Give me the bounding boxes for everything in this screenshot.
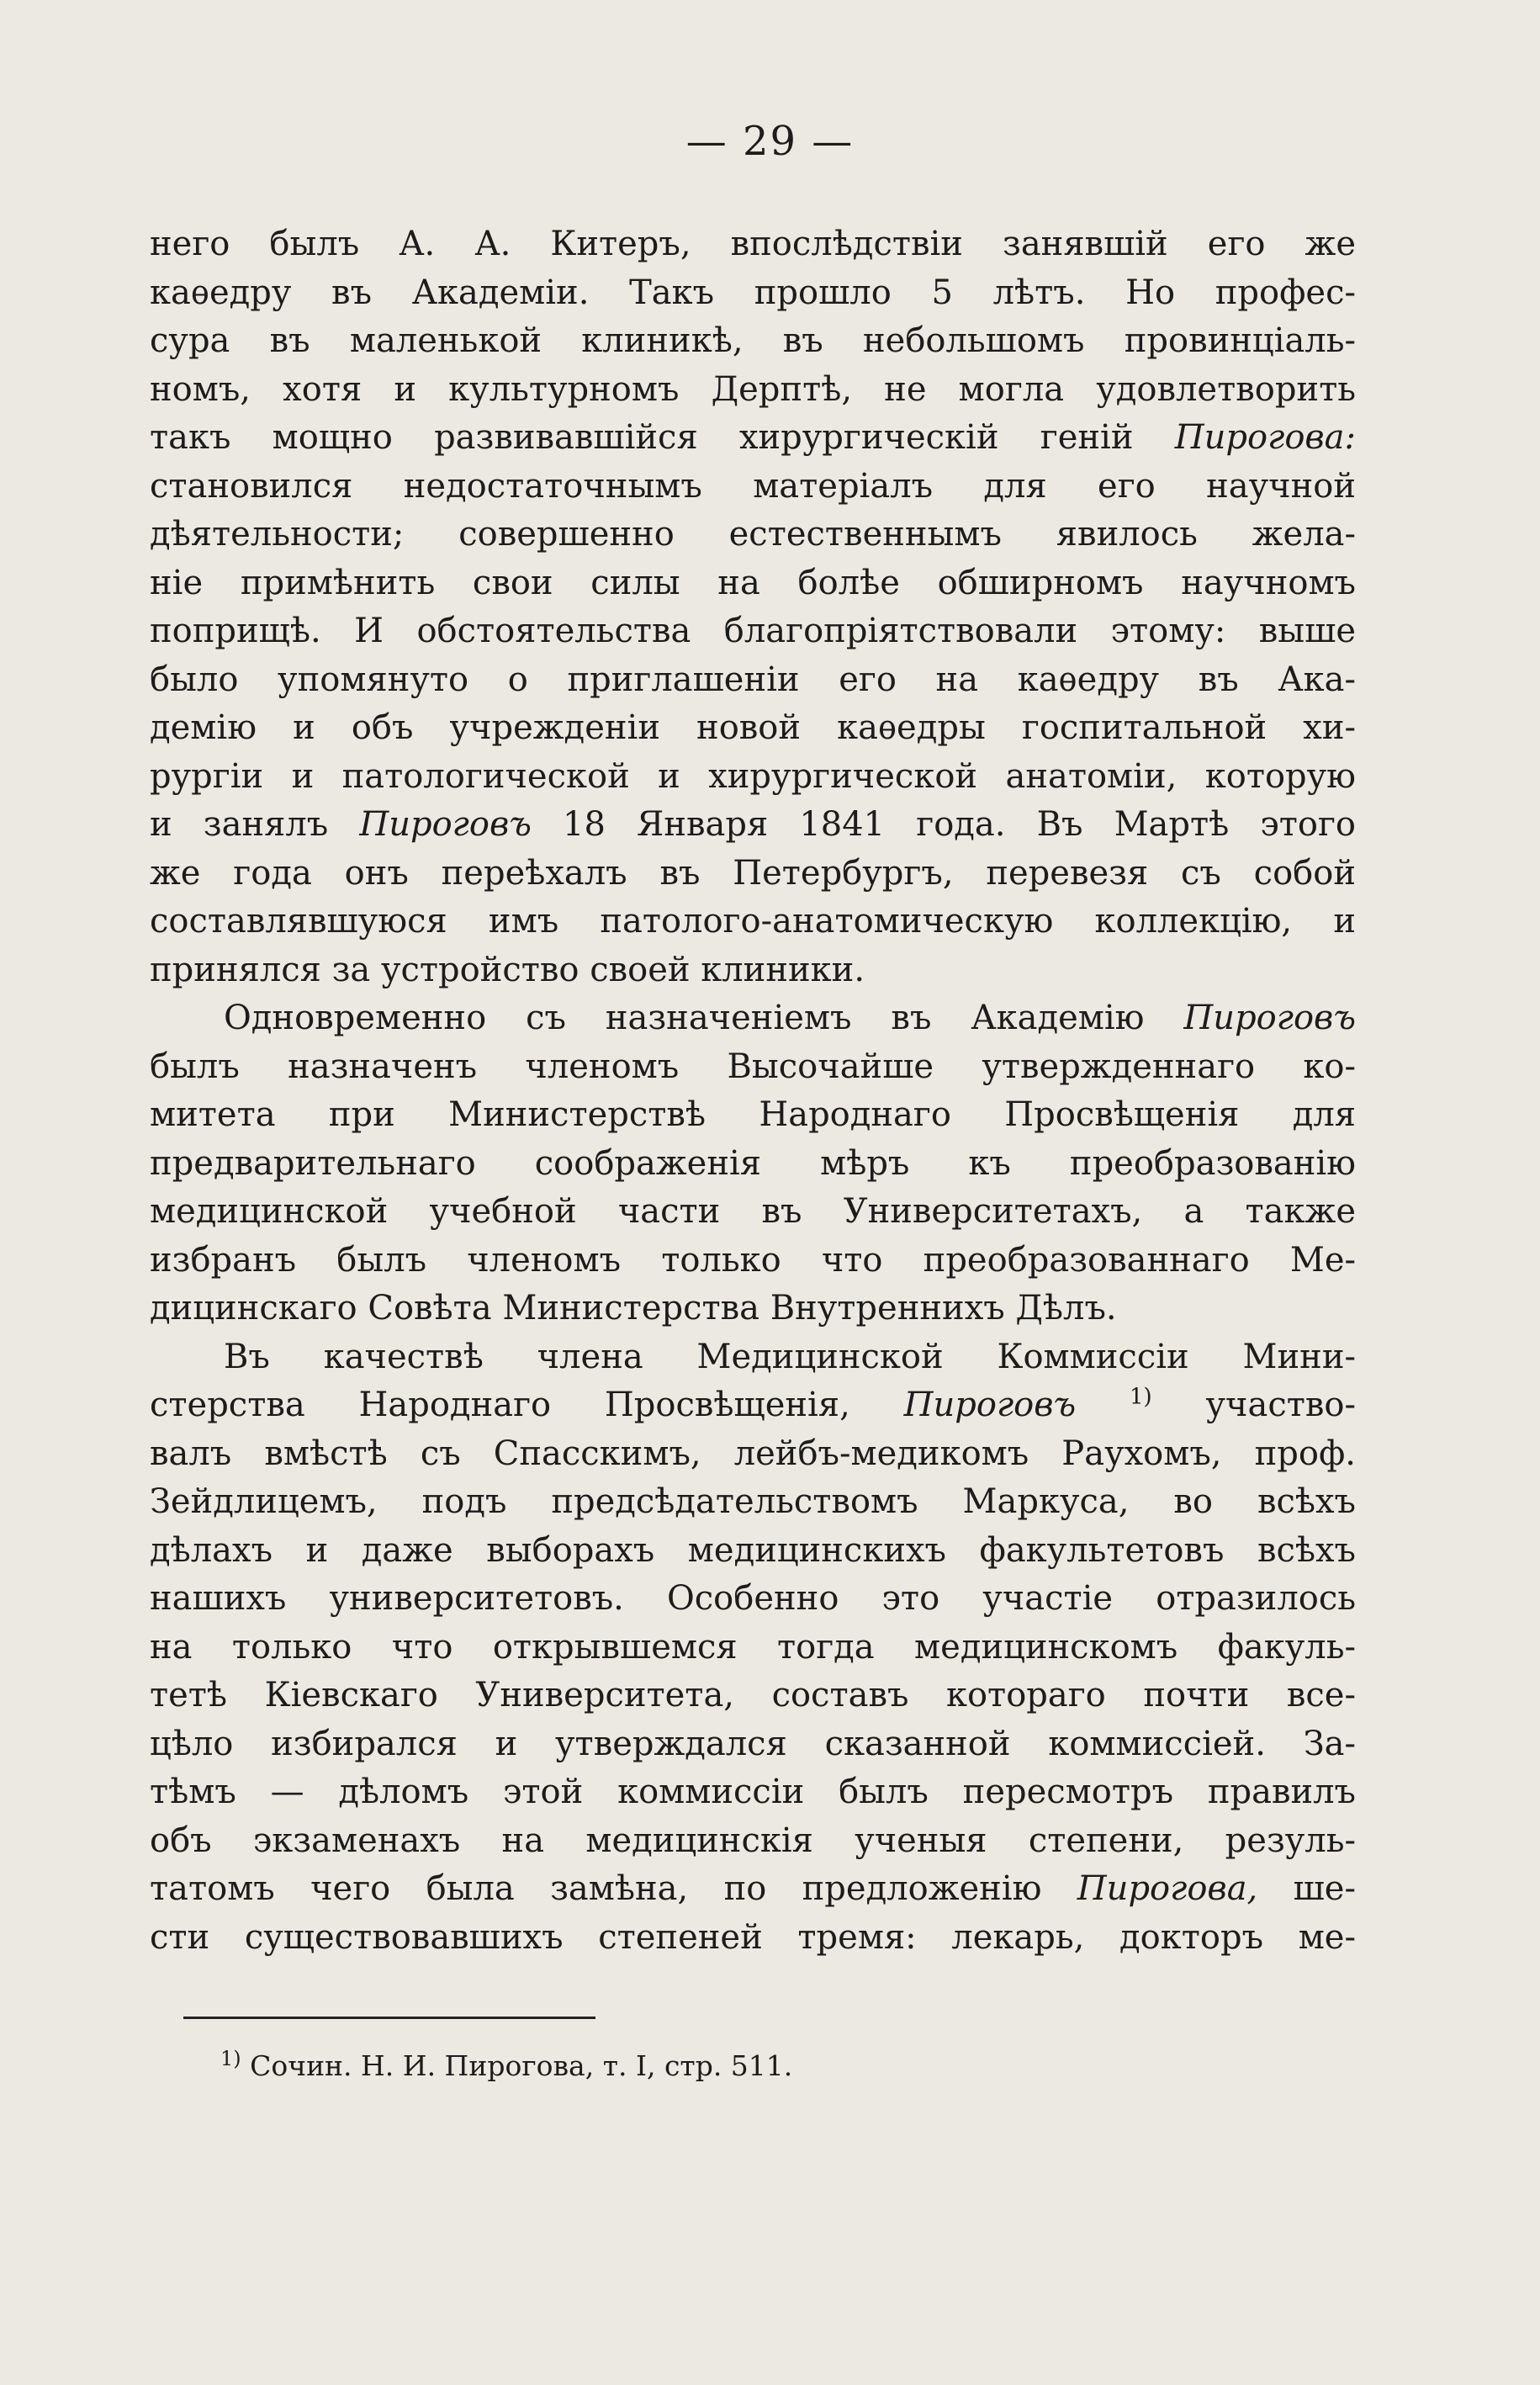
footnote-reference: 1) <box>1130 1384 1152 1410</box>
text-line <box>150 366 1356 415</box>
text-line <box>150 1527 1356 1576</box>
text-line <box>150 1914 1356 1963</box>
text-run: дѣятельности; совершенно естественнымъ явилось жела- <box>150 515 1356 554</box>
text-run: 18 Января 1841 года. Въ Мартѣ этого <box>531 805 1356 844</box>
text-run: тетѣ Кіевскаго Университета, составъ котораго почти все- <box>150 1676 1356 1715</box>
text-run: номъ, хотя и культурномъ Дерптѣ, не могла удовлетворить <box>150 369 1356 409</box>
text-run: валъ вмѣстѣ съ Спасскимъ, лейбъ-медикомъ Раухомъ, проф. <box>150 1434 1356 1473</box>
text-run: Одновременно съ назначеніемъ въ Академію <box>224 999 1184 1037</box>
text-line <box>150 463 1356 511</box>
text-line <box>150 850 1356 898</box>
main-text <box>150 220 1356 1962</box>
text-line <box>150 1720 1356 1769</box>
text-line <box>150 317 1356 366</box>
text-line <box>150 1091 1356 1140</box>
text-run: ше- <box>1257 1869 1356 1908</box>
text-line <box>150 511 1356 559</box>
text-line <box>150 1381 1356 1430</box>
text-line <box>150 1237 1356 1285</box>
text-run: ніе примѣнить свои силы на болѣе обширномъ научномъ <box>150 563 1356 602</box>
footnote-text: Сочин. Н. И. Пирогова, т. I, стр. 511. <box>241 2049 793 2082</box>
paragraph <box>150 1333 1356 1963</box>
text-run: рургіи и патологической и хирургической анатоміи, которую <box>150 756 1356 796</box>
text-line <box>150 1140 1356 1189</box>
text-run: дицинскаго Совѣта Министерства Внутреннихъ Дѣлъ. <box>150 1289 1117 1328</box>
text-run: на только что открывшемся тогда медицинскомъ факуль- <box>150 1627 1356 1667</box>
text-run: Въ качествѣ члена Медицинской Коммиссіи Мини- <box>224 1337 1356 1376</box>
text-line <box>150 559 1356 608</box>
text-line <box>150 898 1356 946</box>
text-run <box>1076 1386 1130 1424</box>
text-run: дѣлахъ и даже выборахъ медицинскихъ факультетовъ всѣхъ <box>150 1530 1356 1570</box>
italic-name: Пироговъ <box>359 805 532 844</box>
text-line <box>150 1672 1356 1720</box>
italic-name: Пирогова: <box>1174 418 1356 457</box>
footnote-mark: 1) <box>220 2047 241 2070</box>
text-line <box>150 269 1356 318</box>
text-run: сура въ маленькой клиникѣ, въ небольшомъ провинціаль- <box>150 321 1356 360</box>
text-run: принялся за устройство своей клиники. <box>150 950 865 989</box>
text-run: избранъ былъ членомъ только что преобразованнаго Ме- <box>150 1240 1356 1280</box>
text-line <box>150 753 1356 802</box>
text-run: было упомянуто о приглашеніи его на каѳедру въ Ака- <box>150 660 1356 699</box>
page-number: — 29 — <box>685 118 855 165</box>
text-run: демію и объ учрежденіи новой каѳедры госпитальной хи- <box>150 708 1356 747</box>
text-run: и занялъ <box>150 805 360 844</box>
text-line <box>150 414 1356 463</box>
paragraph <box>150 994 1356 1333</box>
text-run: же года онъ переѣхалъ въ Петербургъ, перевезя съ собой <box>150 853 1356 893</box>
text-line <box>150 607 1356 656</box>
text-line <box>150 1865 1356 1914</box>
text-line <box>150 994 1356 1043</box>
text-run: него былъ А. А. Китеръ, впослѣдствіи занявшій его же <box>150 225 1356 263</box>
footnote <box>220 2049 792 2082</box>
text-run: митета при Министерствѣ Народнаго Просвѣщенія для <box>150 1095 1356 1134</box>
text-line <box>150 1817 1356 1866</box>
text-line <box>150 1575 1356 1624</box>
text-run: участво- <box>1151 1386 1356 1424</box>
text-run: предварительнаго соображенія мѣръ къ преобразованію <box>150 1143 1356 1183</box>
text-run: объ экзаменахъ на медицинскія ученыя степени, резуль- <box>150 1821 1356 1860</box>
text-run: составлявшуюся имъ патолого-анатомическую коллекцію, и <box>150 902 1356 941</box>
text-run: нашихъ университетовъ. Особенно это участіе отразилось <box>150 1579 1356 1618</box>
italic-name: Пироговъ <box>1183 999 1356 1037</box>
text-run: поприщѣ. И обстоятельства благопріятствовали этому: выше <box>150 612 1356 650</box>
text-line <box>150 220 1356 269</box>
italic-name: Пироговъ <box>903 1386 1077 1424</box>
text-run: такъ мощно развивавшійся хирургическій геній <box>150 418 1175 457</box>
text-run: татомъ чего была замѣна, по предложенію <box>150 1869 1077 1908</box>
text-line <box>150 946 1356 995</box>
text-run: медицинской учебной части въ Университетахъ, а также <box>150 1192 1356 1231</box>
text-line <box>150 1333 1356 1382</box>
text-line <box>150 1768 1356 1817</box>
text-run: сти существовавшихъ степеней тремя: лекарь, докторъ ме- <box>150 1917 1356 1957</box>
footnote-divider <box>183 2017 595 2019</box>
text-line <box>150 801 1356 850</box>
text-run: каѳедру въ Академіи. Такъ прошло 5 лѣтъ. Но профес- <box>150 273 1356 312</box>
text-line <box>150 1285 1356 1333</box>
text-line <box>150 1188 1356 1237</box>
text-run: стерства Народнаго Просвѣщенія, <box>150 1386 904 1424</box>
text-run: тѣмъ — дѣломъ этой коммиссіи былъ пересмотръ правилъ <box>150 1773 1356 1811</box>
text-run: становился недостаточнымъ матеріалъ для его научной <box>150 466 1356 506</box>
text-line <box>150 1624 1356 1672</box>
paragraph <box>150 220 1356 994</box>
text-run: цѣло избирался и утверждался сказанной коммиссіей. За- <box>150 1724 1356 1763</box>
text-run: былъ назначенъ членомъ Высочайше утвержденнаго ко- <box>150 1047 1356 1086</box>
italic-name: Пирогова, <box>1077 1869 1258 1908</box>
text-run: Зейдлицемъ, подъ предсѣдательствомъ Маркуса, во всѣхъ <box>150 1482 1356 1521</box>
text-line <box>150 1043 1356 1092</box>
text-line <box>150 1430 1356 1479</box>
text-line <box>150 704 1356 753</box>
text-line <box>150 1478 1356 1527</box>
text-line <box>150 656 1356 705</box>
